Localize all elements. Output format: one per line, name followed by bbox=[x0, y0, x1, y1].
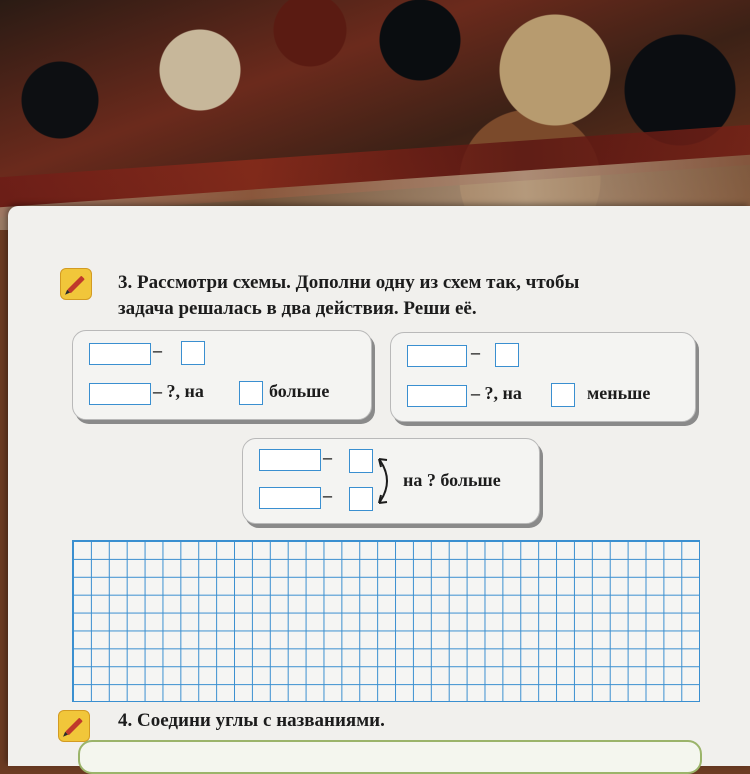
answer-box[interactable] bbox=[407, 385, 467, 407]
answer-box[interactable] bbox=[349, 487, 373, 511]
task-4-number: 4. bbox=[118, 710, 133, 731]
task-3-number: 3. bbox=[118, 272, 133, 293]
bracket-arrow-icon bbox=[375, 453, 403, 509]
task-4-label: Соедини углы с названиями. bbox=[137, 710, 385, 731]
squared-grid[interactable] bbox=[72, 540, 700, 702]
minus-sign: – bbox=[471, 342, 480, 362]
pencil-icon bbox=[60, 268, 92, 300]
task-3-line2: задача решалась в два действия. Реши её. bbox=[118, 298, 477, 319]
scheme-1-more: больше bbox=[269, 381, 330, 401]
minus-sign: – bbox=[323, 447, 332, 467]
answer-box[interactable] bbox=[407, 345, 467, 367]
task-3-text bbox=[118, 270, 579, 322]
answer-box[interactable] bbox=[239, 381, 263, 405]
answer-box[interactable] bbox=[259, 487, 321, 509]
carpet-background bbox=[0, 0, 750, 230]
answer-box[interactable] bbox=[181, 341, 205, 365]
task-4-text bbox=[118, 708, 385, 734]
answer-box[interactable] bbox=[89, 383, 151, 405]
scheme-3-label: на ? больше bbox=[403, 470, 501, 490]
task-3-line1: Рассмотри схемы. Дополни одну из схем так, чтобы bbox=[137, 272, 580, 293]
answer-box[interactable] bbox=[495, 343, 519, 367]
answer-box[interactable] bbox=[349, 449, 373, 473]
scheme-2 bbox=[390, 332, 696, 422]
scheme-1-expression: – ?, на bbox=[153, 381, 204, 401]
scheme-2-less: меньше bbox=[587, 383, 651, 403]
scheme-3 bbox=[242, 438, 540, 524]
answer-box[interactable] bbox=[551, 383, 575, 407]
answer-box[interactable] bbox=[259, 449, 321, 471]
pencil-icon bbox=[58, 710, 90, 742]
answer-box[interactable] bbox=[89, 343, 151, 365]
minus-sign: – bbox=[153, 340, 162, 360]
minus-sign: – bbox=[323, 485, 332, 505]
task-4-box bbox=[78, 740, 702, 774]
scheme-2-expression: – ?, на bbox=[471, 383, 522, 403]
scheme-1 bbox=[72, 330, 372, 420]
